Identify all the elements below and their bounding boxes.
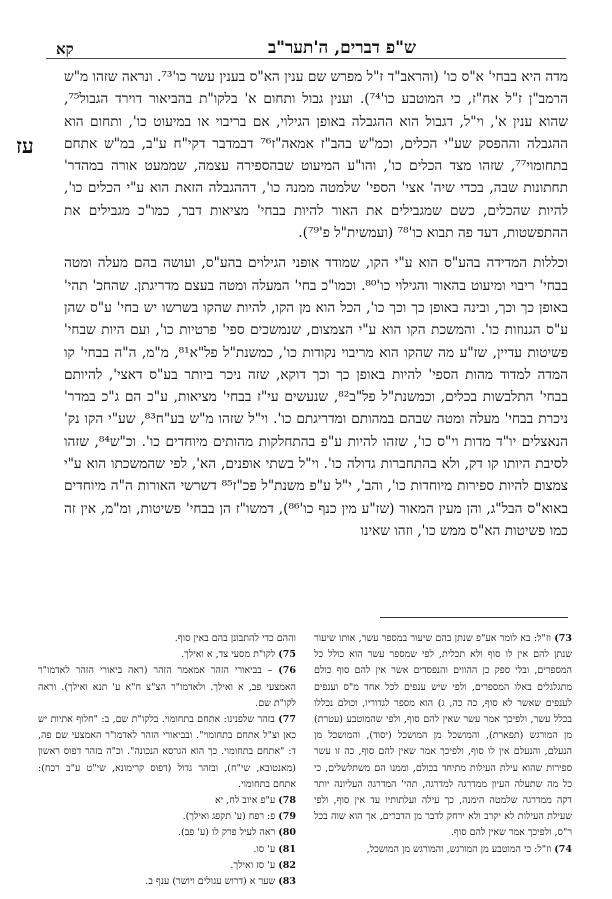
footnote-number: 74) [554,843,572,855]
footnote [38,631,296,647]
footnote-number: 76) [278,665,296,677]
footnote-separator [380,617,568,618]
footnote-text: ע' סז ואילך. [230,859,276,871]
footnote [38,858,296,874]
footnote-text: וז"ל: בא לומר אע"פ שנתן בהם שיעור במספר עשר, אותו שיעור שנתן להם אין לו סוף ולא תכלית, לפי שמספר עשר הוא כולל כל המספרים, ובלי ספק כן ההווים והנפסדים אשר אין להם סוף כולם מתגלגלים באלו המספרים, ולפי שיש ענפים לכל אחד מ"ס וענפים לענפים שאשר לא סוף, כה כה, ג) הוא מספר לגדוריו, וכולם נכללו בכלל עשר, ולפיכך אמר עשר שאין להם סוף, ולפי שהמוטבע (עטרת) מן המורגש (תפארת), והמושכל מן המושכל (יסוד), והמושכל מן הנעלם, והנעלם אין לו סוף, ולפיכך אמר שאין להם סוף, כה זו עשר ספירות שהוא עילת העילות מתיחד בכולם, וממנו הם משתלשלים, כי כל מה שתעלה העיון ממדרגה למדרגה, תהי' המדרגה העליונה יותר דקה ממדרגה שלמטה הימנה, כך עילה ועלתותיו עד אין סוף, ולפי שעילת העילות לא יקרב ולא ירחק לדבר מן הדברים, אך הוא שוה בכל ר"ס, ולפיכך אמר שאין להם סוף. [314,633,572,839]
footnote [38,874,296,890]
footnote-number: 81) [278,843,296,855]
footnote-number: 77) [278,714,296,726]
header-title: ש"פ דברים, ה'תער"ב [267,38,416,58]
footnote-text: ע' סו. [253,843,276,855]
paragraph-1: מדה היא בבחי' א"ס כו' (והראב"ד ז"ל מפרש שם ענין הא"ס בענין עשר כו'⁷³. ונראה שזהו מ"ש הרמב"ן ז"ל אח"ז, כי המוטבע כו'⁷⁴). וענין גבול ותחום א' בלקו"ת בהביאור דוירד הגבול⁷⁵, שהוא ענין א', וי"ל, דגבול הוא ההגבלה באופן הגילוי, אם בריבוי או במיעוט כו', ותחום הוא ההגבלה וההפסק שע"י הכלים, וכמ"ש בהב"ז אמאה"ז⁷⁶ דבמדבר דקי"ח ע"ב, במ"ש אתחם בתחומוי⁷⁷, שזהו מצד הכלים כו', והו"ע המיעוט שבהספירה עצמה, שממעט אורה במהדר' תחתונות שבה, בכדי שיה' אצי' הספי' שלמטה ממנה כו', דההגבלה הזאת הוא ע"י הכלים כו', להיות שהכלים, כשם שמגבילים את האור להיות בבחי' מציאות דבר, כמו"כ מגבילים את ההתפשטות, דעד פה תבוא כו'⁷⁸ (ועמשית"ל פ'⁷⁹). [64,69,568,242]
footnote-number: 80) [278,827,296,839]
footnote-text: פ: רפח (ע' תקפג ואילך). [182,811,276,823]
footnote [314,842,572,858]
footnote [38,809,296,825]
paragraph-2: וכללות המדידה בהע"ס הוא ע"י הקו, שמודד אופני הגילוים בהע"ס, ועושה בהם מעלה ומטה בבחי' ריבוי ומיעוט בהאור והגילוי כו'⁸⁰. וכמו"כ בחי' המעלה ומטה בעצם מדריגתן. שהחכ' תהי' באופן כך וכך, ובינה באופן כך וכך כו', הכל הוא מן הקו, להיות שהקו בשרשו יש בחי' ע"ס שהן ע"ס הגנוזות כו'. והמשכת הקו הוא ע"י הצמצום, שנמשכים ספי' פרטיות כו', ועם היות שבחי' פשיטות עדיין, שז"ע מה שהקו הוא מריבוי נקודות כו', כמשנת"ל פל"א⁸¹, מ"מ, ה"ה בבחי' קו המדה למדוד מהות הספי' להיות באופן כך וכך דוקא, שזה ניכר ביותר בע"ס דאצי', להיותם בבחי' התלבשות בכלים, וכמשנת"ל פל"ב⁸², שנעשים עי"ז בבחי' מציאות, ע"כ הם ג"כ במדר' ניכרת בבחי' מעלה ומטה שבהם במהותם ומדריגתם כו'. וי"ל שזהו מ"ש בע"ח⁸³, שע"י הקו נק' הנאצלים יו"ד מדות וי"ס כו', שזהו להיות ע"פ בהתחלקות מהותים מיוחדים כו'. וכ"ש⁸⁴, שזהו לסיבת היותו קו דק, ולא בהתחברות גדולה כו'. וי"ל בשתי אופנים, הא', לפי שהמשכתו הוא ע"י צמצום להיות ספירות מיוחדות כו', והב', י"ל ע"פ משנת"ל פכ"ז⁸⁵ דשרשי האורות ה"ה מיוחדים באוא"ס הבל"ג, והן מעין המאור (שז"ע מין כנף כו'⁸⁶), דמשו"ז הן בבחי' פשיטות, ומ"מ, אין זה כמו פשיטות הא"ס ממש כו', וזהו שאינו [64,255,569,539]
footnotes-column-right [314,631,572,858]
footnote-number: 75) [278,649,296,661]
footnote-text: ע"פ איוב לח, יא [214,795,276,807]
footnote-text: שער א (דרוש עגולים ויושר) ענף ב. [145,876,276,888]
footnote-text: בזהר שלפנינו: אתחם בתחומוי. בלקו"ת שם, ב: "חלוף אתיות יש כאן וצ"ל אתחם בתחומוי". ובביאורי הזהר לאדמו"ר האמצעי שם פה, ד: "אתחם בתחומוי. כך הוא הגרסא הנכונה". וכ"ה בזהר דפוס ראשון (מאנטובא, שי"ח), ובזהר גדול (דפוס קרימונא, שי"ט ע"ב רכח): אתחם בתחומוי. [38,714,296,790]
footnote-text: ראה לעיל פרק לו (ע' פב). [177,827,276,839]
footnote [38,647,296,663]
footnote-number: 78) [278,795,296,807]
footnote-number: 79) [278,811,296,823]
footnote [314,631,572,842]
page-number: קא [56,40,74,58]
footnotes-column-left [38,631,296,890]
footnote [38,712,296,793]
main-text [64,66,568,546]
header-rule [46,58,566,59]
footnote-text: – בביאורי הזהר אמאמר הזהר (ראה ביאורי הזהר לאדמו"ר האמצעי פב, א ואילך. ולאדמו"ר הצ"צ ח"א ע' תנא ואילך). וראה לקו"ת שם. [38,665,296,709]
footnote-text: וז"ל: כי המוטבע מן המורגש, והמורגש מן המושכל, [366,843,552,855]
footnote-number: 83) [278,876,296,888]
footnote-number: 82) [278,859,296,871]
running-header [46,38,566,64]
footnote-number: 73) [554,633,572,644]
margin-page-marker: עז [16,133,34,158]
footnote-text: וההם כדי להתבונן בהם באין סוף. [174,633,296,644]
footnote [38,825,296,841]
footnote [38,842,296,858]
footnote [38,793,296,809]
footnote-text: לקו"ת מסעי צד, א ואילך. [181,649,276,661]
footnote [38,663,296,712]
